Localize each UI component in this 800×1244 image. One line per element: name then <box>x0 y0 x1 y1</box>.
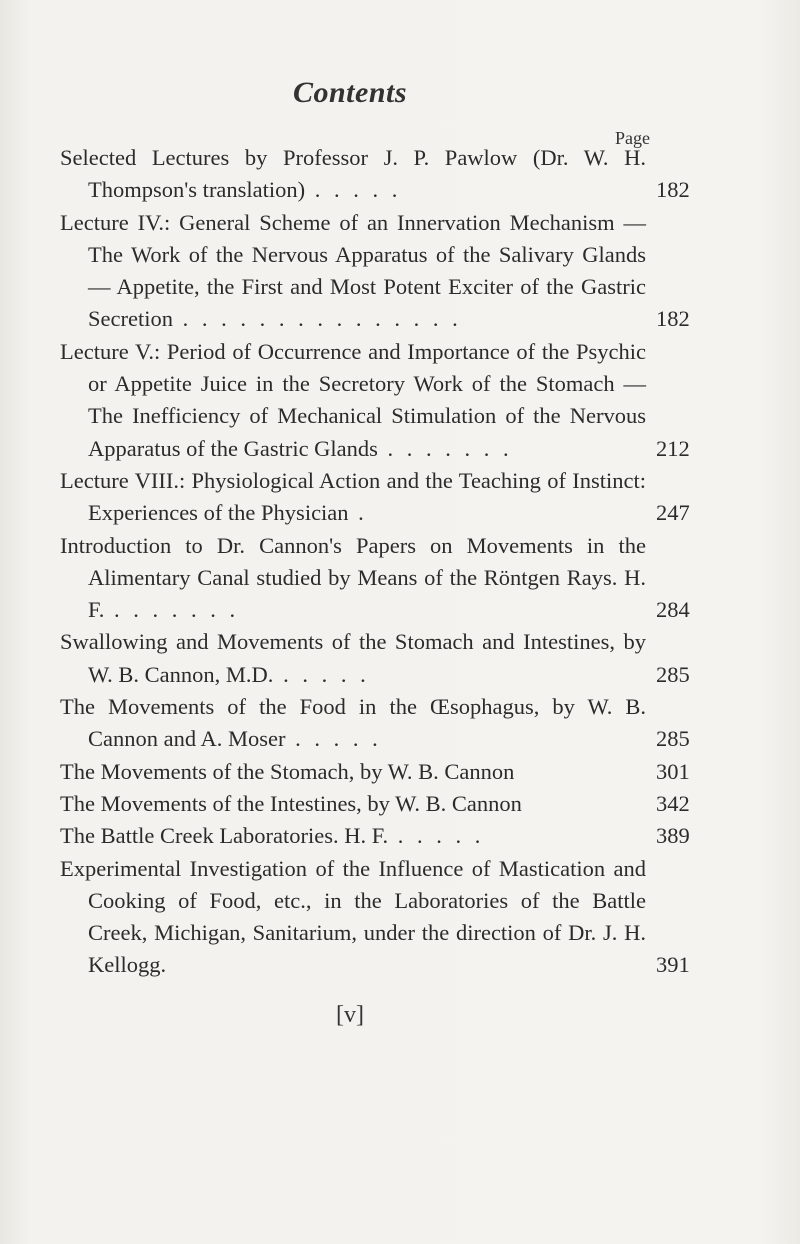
toc-page-number: 182 <box>656 177 690 203</box>
toc-entry-text: Lecture VIII.: Physiological Action and the Teaching of Instinct: Experiences of the Physician <box>60 467 646 526</box>
toc-entry <box>60 142 690 207</box>
toc-entry-text: Lecture IV.: General Scheme of an Innervation Mechanism — The Work of the Nervous Apparatus of the Salivary Glands — Appetite, the First and Most Potent Exciter of the Gastric Secretion <box>60 209 646 332</box>
page-title: Contents <box>292 76 408 109</box>
toc-entry-text: The Movements of the Stomach, by W. B. Cannon <box>60 758 515 784</box>
toc-entry-text: Swallowing and Movements of the Stomach and Intestines, by W. B. Cannon, M.D. <box>60 629 646 687</box>
toc-leader-dots: . . . . . <box>285 726 382 752</box>
toc-entry-text: Experimental Investigation of the Influence of Mastication and Cooking of Food, etc., in the Laboratories of the Battle Creek, Michigan, Sanitarium, under the direction of Dr. J. H. Kellogg. <box>60 855 646 978</box>
toc-page-number: 342 <box>656 790 690 816</box>
toc-page-number: 247 <box>656 500 690 526</box>
toc-leader-dots: . . . . . <box>388 823 485 849</box>
toc-leader-dots: . . . . . <box>305 177 402 203</box>
toc-entry-text: The Movements of the Food in the Œsophagus, by W. B. Cannon and A. Moser <box>60 694 646 752</box>
toc-entry <box>60 336 690 465</box>
toc-entry-text: Lecture V.: Period of Occurrence and Importance of the Psychic or Appetite Juice in the Secretory Work of the Stomach — The Inefficiency of Mechanical Stimulation of the Nervous Apparatus of the Gastric Glands <box>60 338 646 461</box>
toc-page-number: 285 <box>656 726 690 752</box>
toc-entry-text: Selected Lectures by Professor J. P. Pawlow (Dr. W. H. Thompson's translation) <box>60 145 646 203</box>
toc-entry <box>60 788 690 820</box>
toc-leader-dots: . . . . . <box>273 661 370 687</box>
toc-page-number: 212 <box>656 435 690 461</box>
page-folio: [v] <box>336 1002 364 1028</box>
toc-entry-text: The Movements of the Intestines, by W. B. Cannon <box>60 790 522 816</box>
toc-entry-text: The Battle Creek Laboratories. H. F. <box>60 823 389 849</box>
toc-leader-dots: . . . . . . . . . . . . . . . <box>172 306 462 332</box>
table-of-contents <box>60 142 690 982</box>
toc-page-number: 284 <box>656 597 690 623</box>
toc-page-number: 391 <box>656 952 690 978</box>
toc-entry <box>60 626 690 691</box>
toc-leader-dots: . <box>348 500 368 526</box>
toc-entry <box>60 691 690 756</box>
toc-entry <box>60 465 690 530</box>
toc-entry-text: Introduction to Dr. Cannon's Papers on Movements in the Alimentary Canal studied by Means of the Röntgen Rays. H. F. <box>60 532 646 623</box>
toc-entry <box>60 820 690 852</box>
toc-page-number: 285 <box>656 661 690 687</box>
toc-entry <box>60 756 690 788</box>
toc-page-number: 301 <box>656 758 690 784</box>
toc-entry <box>60 530 690 627</box>
page-column-label: Page <box>615 128 650 148</box>
toc-entry <box>60 207 690 336</box>
toc-leader-dots: . . . . . . . <box>377 435 513 461</box>
toc-page-number: 389 <box>656 823 690 849</box>
toc-leader-dots: . . . . . . . <box>104 597 240 623</box>
toc-page-number: 182 <box>656 306 690 332</box>
toc-entry <box>60 853 690 982</box>
